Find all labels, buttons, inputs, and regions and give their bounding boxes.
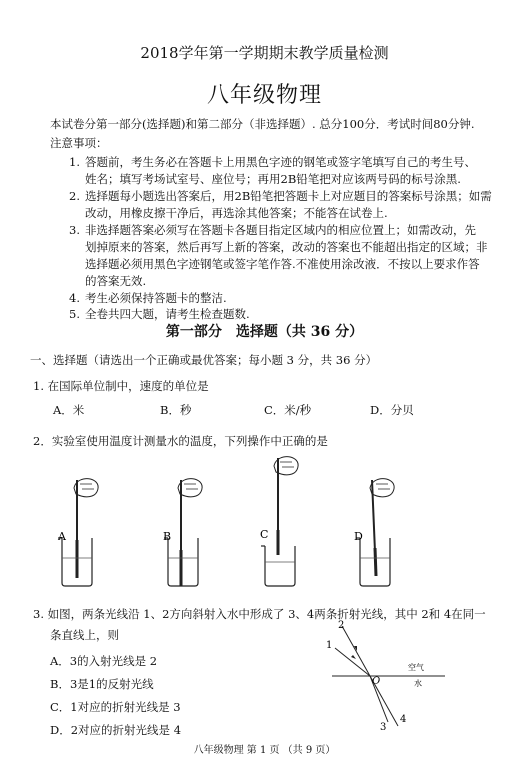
exam-intro: 本试卷分第一部分(选择题)和第二部分（非选择题）. 总分100分．考试时间80分钟. <box>50 117 475 131</box>
thermometer-figures <box>0 450 529 590</box>
ray-label-2: 2 <box>338 620 345 631</box>
air-label: 空气 <box>408 663 424 672</box>
water-label: 水 <box>414 679 422 688</box>
section-title: 第一部分 选择题（共 36 分） <box>165 324 364 340</box>
ray-2 <box>342 626 370 676</box>
q3-option-a[interactable]: A．3的入射光线是 2 <box>50 654 158 668</box>
figure-a <box>57 479 98 586</box>
ray-label-4: 4 <box>400 714 407 725</box>
note-5-line-1: 5. 全卷共四大题，请考生检查题数. <box>69 307 250 321</box>
note-1-line-1: 1. 答题前，考生务必在答题卡上用黑色字迹的钢笔或签字笔填写自己的考生号、 <box>69 155 476 169</box>
exam-title: 2018学年第一学期期末教学质量检测 <box>140 44 389 62</box>
note-5-number: 5. <box>69 307 80 321</box>
figure-d <box>354 479 394 586</box>
figure-b <box>163 479 202 586</box>
figure-d-label: D <box>354 530 363 543</box>
ray-label-1: 1 <box>326 640 333 651</box>
notice-heading: 注意事项： <box>50 136 108 150</box>
hand-icon <box>370 479 394 497</box>
q2-stem: 2．实验室使用温度计测量水的温度，下列操作中正确的是 <box>33 434 328 448</box>
note-1-number: 1. <box>69 155 80 169</box>
q1-option-c[interactable]: C．米/秒 <box>264 403 312 417</box>
q1-option-d[interactable]: D．分贝 <box>370 403 414 417</box>
q1-option-b[interactable]: B．秒 <box>160 403 192 417</box>
ray-1 <box>335 648 370 676</box>
note-3-line-3: 选择题必须用黑色字迹钢笔或签字笔作答.不准使用涂改液．不按以上要求作答 <box>85 257 480 271</box>
ray-label-3: 3 <box>380 722 387 733</box>
refraction-diagram <box>320 618 450 733</box>
note-2-line-1: 2. 选择题每小题选出答案后，用2B铅笔把答题卡上对应题目的答案标号涂黑；如需 <box>69 189 492 203</box>
note-4-number: 4. <box>69 291 80 305</box>
note-3-line-1: 3. 非选择题答案必须写在答题卡各题目指定区域内的相应位置上；如需改动，先 <box>69 223 476 237</box>
note-3-line-2: 划掉原来的答案，然后再写上新的答案，改动的答案也不能超出指定的区域；非 <box>85 240 488 254</box>
q3-stem-line-2: 条直线上，则 <box>50 628 119 642</box>
origin-label: O <box>372 676 381 687</box>
figure-c-label: C <box>260 528 269 541</box>
q1-stem: 1. 在国际单位制中，速度的单位是 <box>33 379 209 393</box>
q3-option-c[interactable]: C．1对应的折射光线是 3 <box>50 700 181 714</box>
note-3-number: 3. <box>69 223 80 237</box>
page-footer: 八年级物理 第 1 页 （共 9 页） <box>193 745 336 756</box>
figure-b-label: B <box>163 530 172 543</box>
note-1-line-2: 姓名；填写考场试室号、座位号；再用2B铅笔把对应该两号码的标号涂黑. <box>85 172 461 186</box>
arrow-icon <box>351 655 356 659</box>
note-2-number: 2. <box>69 189 80 203</box>
note-4-line-1: 4. 考生必须保持答题卡的整洁. <box>69 291 227 305</box>
subject-title: 八年级物理 <box>206 83 322 108</box>
note-2-line-2: 改动，用橡皮擦干净后，再选涂其他答案；不能答在试卷上. <box>85 206 388 220</box>
section-instruction: 一、选择题（请选出一个正确或最优答案；每小题 3 分，共 36 分） <box>30 353 378 367</box>
figure-a-label: A <box>58 530 66 543</box>
figure-c <box>260 457 298 586</box>
q3-option-b[interactable]: B．3是1的反射光线 <box>50 677 154 691</box>
note-3-line-4: 的答案无效. <box>85 274 147 288</box>
q1-option-a[interactable]: A．米 <box>53 403 85 417</box>
q3-stem-line-1: 3. 如图，两条光线沿 1、2方向斜射入水中形成了 3、4两条折射光线，其中 2和 4在同一 <box>33 607 486 621</box>
q3-option-d[interactable]: D．2对应的折射光线是 4 <box>50 723 182 737</box>
